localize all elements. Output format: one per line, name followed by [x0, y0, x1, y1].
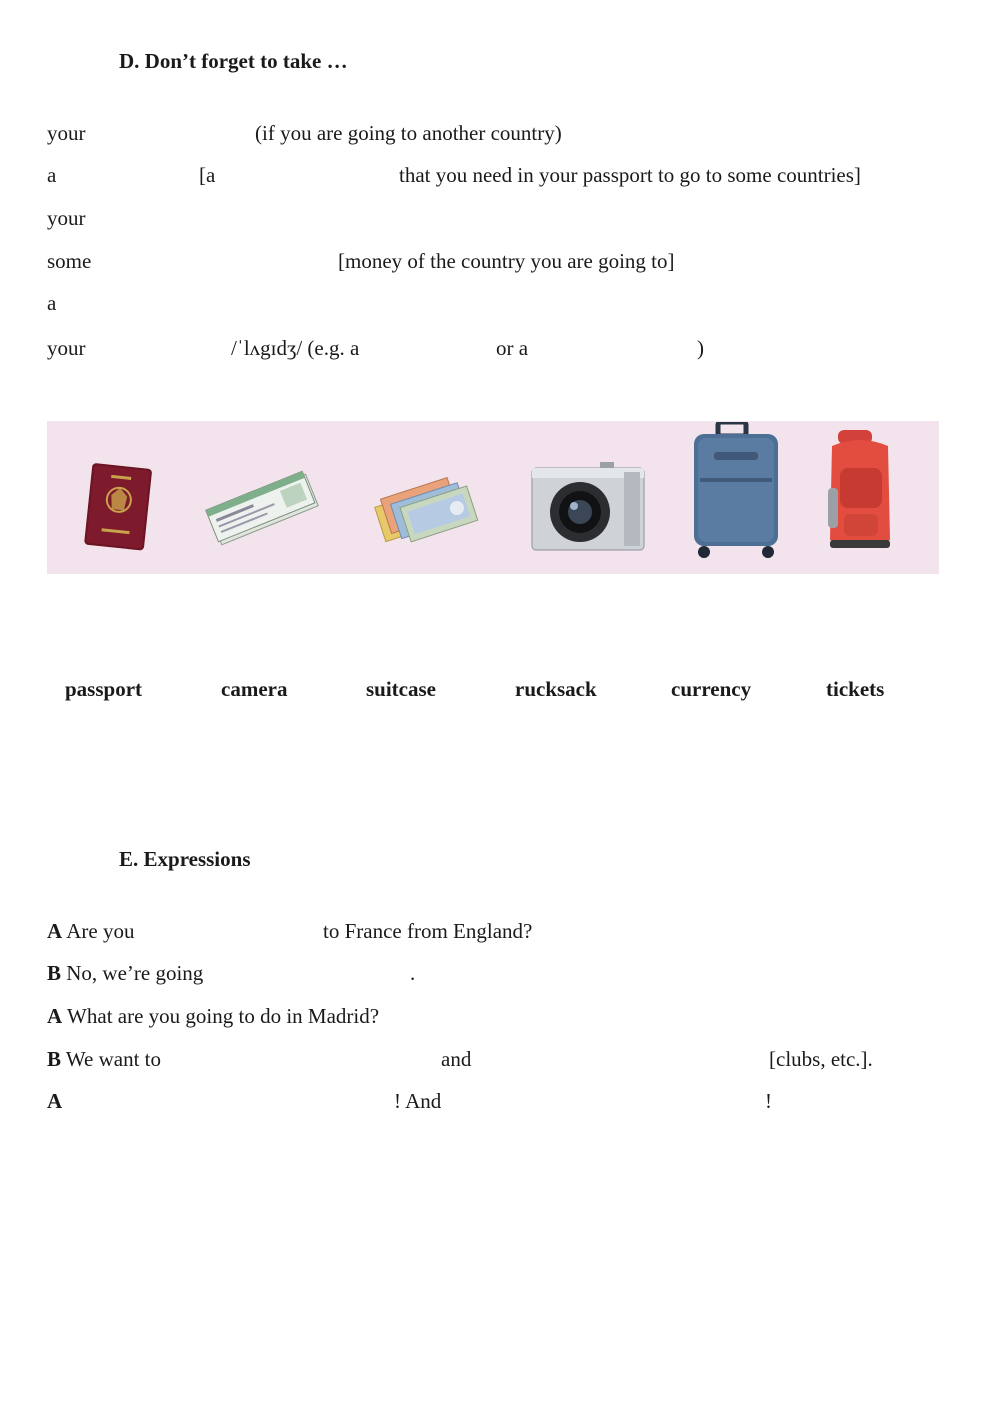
dialogue-text: Are you: [66, 919, 135, 943]
dialogue-line-1: [47, 921, 135, 942]
section-e-heading: E. Expressions: [119, 847, 251, 871]
camera-icon: [528, 460, 650, 560]
line1-start: your: [47, 121, 86, 145]
dialogue-text: No, we’re going: [66, 961, 204, 985]
dialogue-line-4: [47, 1049, 161, 1070]
line4-start: some: [47, 249, 92, 273]
line2-end: that you need in your passport to go to some countries]: [399, 163, 861, 187]
blank-14[interactable]: [74, 1089, 384, 1111]
dialogue-text: ! And: [394, 1089, 442, 1113]
line6-phonetic: /ˈlʌgɪdʒ/ (e.g. a: [231, 336, 360, 360]
word-bank-item: suitcase: [366, 677, 436, 701]
blank-11[interactable]: [232, 961, 407, 983]
line6-or: or a: [496, 336, 529, 360]
blank-5[interactable]: [106, 249, 328, 271]
dialogue-line-3: [47, 1006, 379, 1027]
blank-7[interactable]: [100, 336, 220, 358]
blank-15[interactable]: [458, 1089, 758, 1111]
dialogue-line-2: [47, 963, 203, 984]
blank-2[interactable]: [66, 163, 191, 185]
suitcase-icon: [688, 422, 784, 562]
word-bank-item: rucksack: [515, 677, 597, 701]
banknotes-icon: [368, 462, 483, 557]
speaker-label: A: [47, 1004, 63, 1028]
dialogue-text: and: [441, 1047, 472, 1071]
dialogue-text: .: [410, 961, 416, 985]
speaker-label: A: [47, 919, 63, 943]
blank-10[interactable]: [158, 919, 313, 941]
picture-band: [47, 421, 939, 574]
word-bank-item: currency: [671, 677, 752, 701]
ticket-icon: [205, 463, 320, 553]
blank-6[interactable]: [66, 291, 266, 313]
dialogue-text: to France from England?: [323, 919, 533, 943]
word-bank-item: tickets: [826, 677, 885, 701]
dialogue-text: We want to: [65, 1047, 162, 1071]
dialogue-text: [clubs, etc.].: [769, 1047, 873, 1071]
dialogue-text: !: [765, 1089, 772, 1113]
blank-1[interactable]: [100, 121, 245, 143]
line1-end: (if you are going to another country): [255, 121, 562, 145]
line6-start: your: [47, 336, 86, 360]
dialogue-line-5: [47, 1091, 62, 1112]
word-bank-item: passport: [65, 677, 143, 701]
speaker-label: B: [47, 961, 62, 985]
line5-start: a: [47, 291, 57, 315]
line2-mid: [a: [199, 163, 216, 187]
section-d-heading: D. Don’t forget to take …: [119, 49, 348, 73]
line4-end: [money of the country you are going to]: [338, 249, 675, 273]
line3-start: your: [47, 206, 86, 230]
blank-4[interactable]: [100, 206, 300, 228]
line2-start: a: [47, 163, 57, 187]
blank-8[interactable]: [388, 336, 488, 358]
blank-3[interactable]: [224, 163, 389, 185]
passport-icon: [80, 460, 160, 556]
blank-12[interactable]: [188, 1047, 431, 1069]
dialogue-text: What are you going to do in Madrid?: [67, 1004, 380, 1028]
line6-end: ): [697, 336, 704, 360]
blank-13[interactable]: [486, 1047, 758, 1069]
speaker-label: A: [47, 1089, 63, 1113]
speaker-label: B: [47, 1047, 62, 1071]
blank-9[interactable]: [542, 336, 692, 358]
word-bank-item: camera: [221, 677, 288, 701]
rucksack-icon: [820, 428, 900, 558]
